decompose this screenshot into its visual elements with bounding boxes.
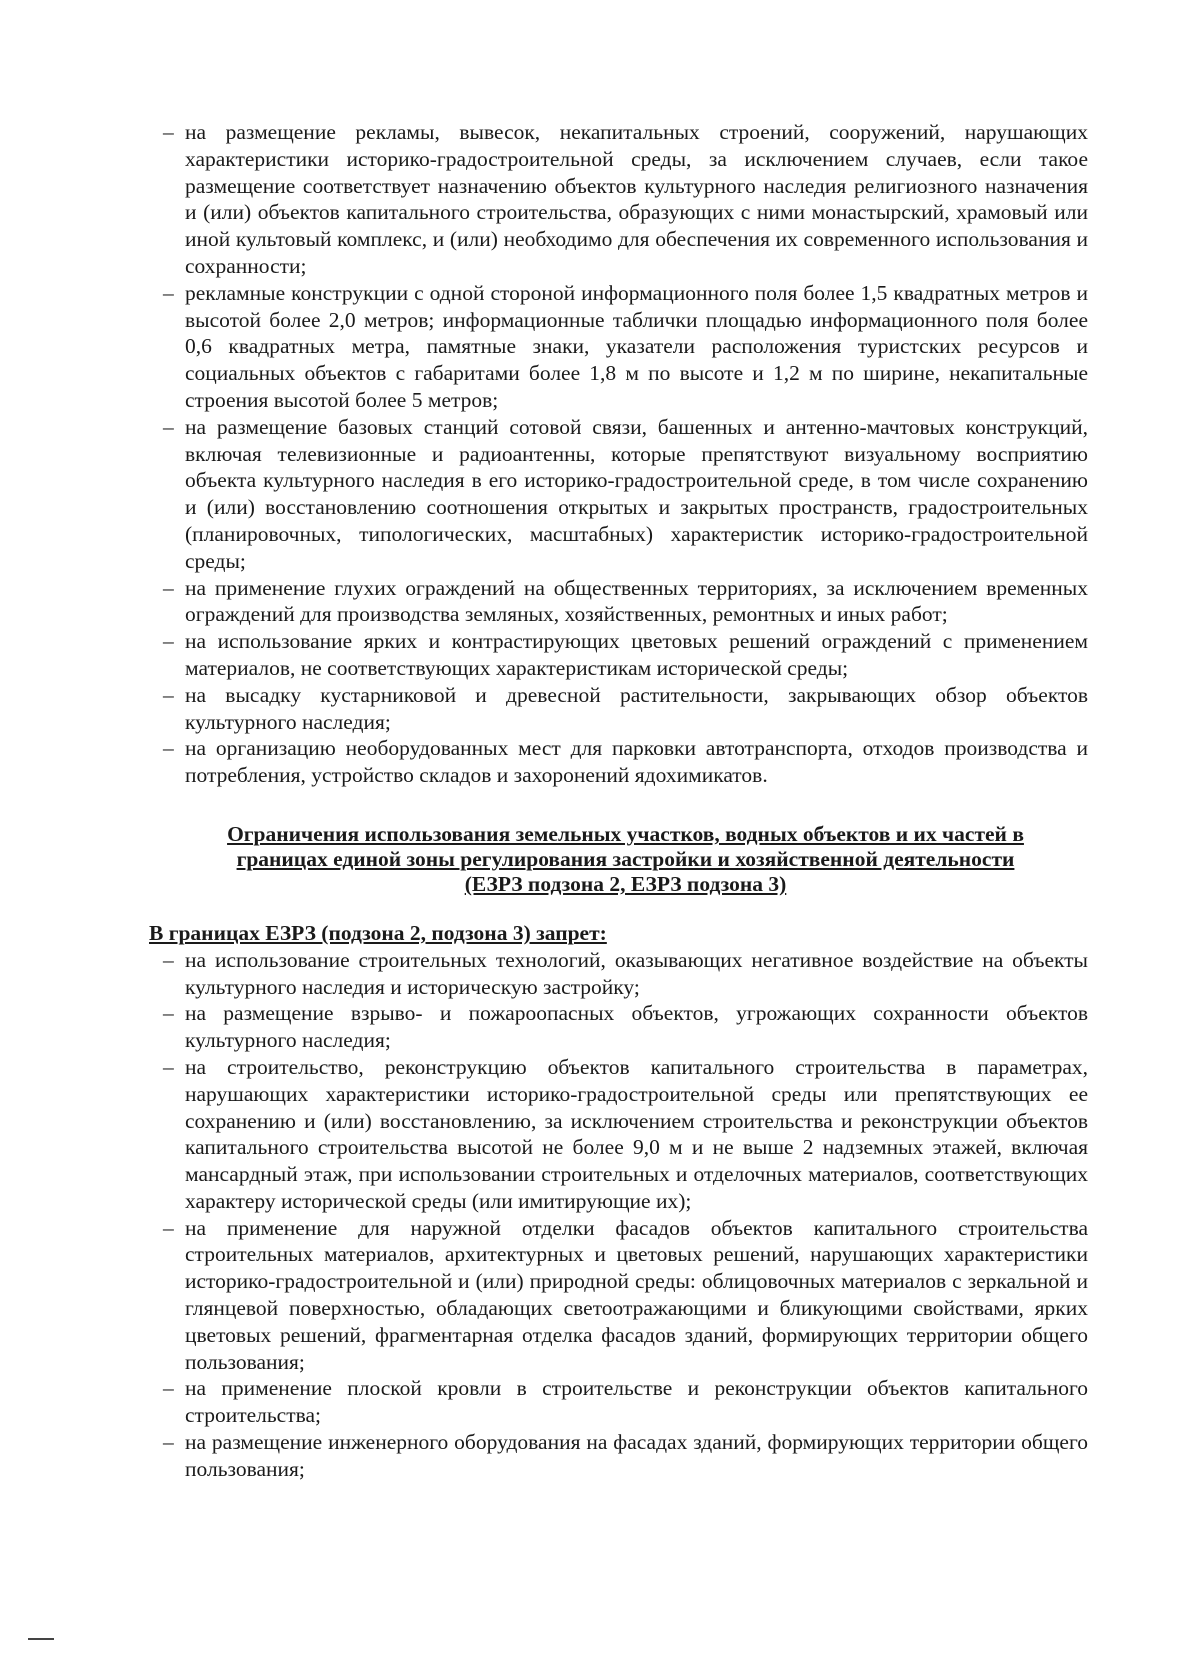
list-item	[163, 575, 1088, 629]
list-item	[163, 1000, 1088, 1054]
list-item-text: на размещение рекламы, вывесок, некапитальных строений, сооружений, нарушающих характеристики историко-градостроительной среды, за исключением случаев, если такое размещение соответствует назначению объектов культурного наследия религиозного назначения и (или) объектов капитального строительства, образующих с ними монастырский, храмовый или иной культовый комплекс, и (или) необходимо для обеспечения их современного использования и сохранности;	[185, 120, 1088, 278]
section-heading	[163, 822, 1088, 897]
list-item-text: на размещение базовых станций сотовой связи, башенных и антенно-мачтовых конструкций, включая телевизионные и радиоантенны, которые препятствуют визуальному восприятию объекта культурного наследия в его историко-градостроительной среде, в том числе сохранению и (или) восстановлению соотношения открытых и закрытых пространств, градостроительных (планировочных, типологических, масштабных) характеристик историко-градостроительной среды;	[185, 414, 1088, 573]
list-item	[163, 682, 1088, 736]
dash-marker: –	[163, 1376, 174, 1401]
dash-marker: –	[163, 682, 174, 707]
dash-marker: –	[163, 1430, 174, 1455]
restrictions-list-top	[163, 119, 1088, 789]
list-item-text: на применение плоской кровли в строительстве и реконструкции объектов капитального строительства;	[185, 1376, 1088, 1428]
list-item	[163, 1215, 1088, 1376]
restrictions-list-bottom	[163, 947, 1088, 1483]
dash-marker: –	[163, 414, 174, 439]
section-heading-line-2: границах единой зоны регулирования застройки и хозяйственной деятельности	[236, 846, 1015, 871]
list-item	[163, 1429, 1088, 1483]
list-item-text: на использование ярких и контрастирующих цветовых решений ограждений с применением материалов, не соответствующих характеристикам исторической среды;	[185, 629, 1088, 680]
list-item-text: на размещение инженерного оборудования на фасадах зданий, формирующих территории общего пользования;	[185, 1430, 1088, 1481]
list-item	[163, 735, 1088, 789]
dash-marker: –	[163, 1215, 174, 1240]
list-item-text: на размещение взрыво- и пожароопасных объектов, угрожающих сохранности объектов культурного наследия;	[185, 1001, 1088, 1053]
list-item-text: на организацию необорудованных мест для парковки автотранспорта, отходов производства и потребления, устройство складов и захоронений ядохимикатов.	[185, 736, 1088, 788]
list-item	[163, 628, 1088, 682]
list-item	[163, 947, 1088, 1001]
dash-marker: –	[163, 1054, 174, 1079]
list-item	[163, 414, 1088, 575]
list-item	[163, 1375, 1088, 1429]
dash-marker: –	[163, 280, 174, 305]
dash-marker: –	[163, 575, 174, 600]
list-item-text: на применение глухих ограждений на общественных территориях, за исключением временных ограждений для производства земляных, хозяйственных, ремонтных и иных работ;	[185, 575, 1088, 627]
list-item	[163, 119, 1088, 280]
dash-marker: –	[163, 947, 174, 972]
section-heading-line-3: (ЕЗРЗ подзона 2, ЕЗРЗ подзона 3)	[464, 871, 787, 896]
list-item	[163, 1054, 1088, 1215]
dash-marker: –	[163, 1001, 174, 1026]
list-item	[163, 280, 1088, 414]
list-item-text: рекламные конструкции с одной стороной информационного поля более 1,5 квадратных метров и высотой более 2,0 метров; информационные таблички площадью информационного поля более 0,6 квадратных метра, памятные знаки, указатели расположения туристских ресурсов и социальных объектов с габаритами более 1,8 м по высоте и 1,2 м по ширине, некапитальные строения высотой более 5 метров;	[185, 280, 1088, 412]
list-item-text: на использование строительных технологий, оказывающих негативное воздействие на объекты культурного наследия и историческую застройку;	[185, 947, 1088, 999]
section-heading-line-1: Ограничения использования земельных участков, водных объектов и их частей в	[227, 821, 1024, 846]
dash-marker: –	[163, 629, 174, 654]
dash-marker: –	[163, 120, 174, 144]
list-item-text: на строительство, реконструкцию объектов капитального строительства в параметрах, нарушающих характеристики историко-градостроительной среды или препятствующих ее сохранению и (или) восстановлению, за исключением строительства и реконструкции объектов капитального строительства высотой не более 9,0 м и не выше 2 надземных этажей, включая мансардный этаж, при использовании строительных и отделочных материалов, соответствующих характеру исторической среды (или имитирующие их);	[185, 1054, 1088, 1213]
dash-marker: –	[163, 736, 174, 761]
subsection-lead: В границах ЕЗРЗ (подзона 2, подзона 3) запрет:	[149, 920, 607, 945]
list-item-text: на применение для наружной отделки фасадов объектов капитального строительства строительных материалов, архитектурных и цветовых решений, нарушающих характеристики историко-градостроительной и (или) природной среды: облицовочных материалов с зеркальной и глянцевой поверхностью, обладающих светоотражающими и бликующими свойствами, ярких цветовых решений, фрагментарная отделка фасадов зданий, формирующих территории общего пользования;	[185, 1215, 1088, 1374]
page-content	[149, 119, 1088, 1483]
list-item-text: на высадку кустарниковой и древесной растительности, закрывающих обзор объектов культурного наследия;	[185, 682, 1088, 734]
scan-artifact-line	[28, 1638, 54, 1640]
